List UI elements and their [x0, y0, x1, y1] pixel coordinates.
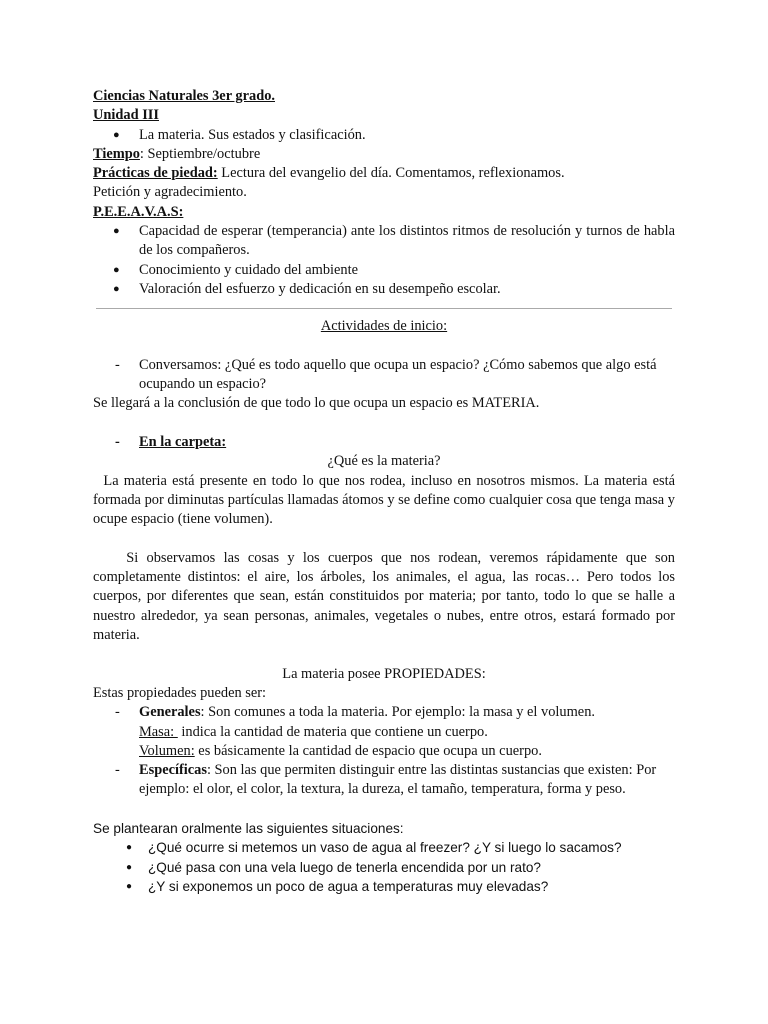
especificas-label: Específicas — [139, 762, 207, 779]
list-item: ● Valoración del esfuerzo y dedicación en su desempeño escolar. — [93, 280, 675, 299]
carpeta-label: - En la carpeta: — [93, 433, 675, 452]
unit-list — [93, 126, 675, 145]
conclusion-text: Se llegará a la conclusión de que todo lo que ocupa un espacio es MATERIA. — [93, 395, 540, 412]
masa-label: Masa: — [139, 723, 178, 740]
piety-value: Lectura del evangelio del día. Comentamos, reflexionamos. — [217, 165, 565, 182]
time-line — [93, 145, 675, 164]
time-value: : Septiembre/octubre — [139, 145, 261, 162]
piety-line — [93, 164, 675, 183]
generales-label: Generales — [139, 704, 201, 721]
piety-label: Prácticas de piedad: — [93, 165, 218, 182]
paragraph: La materia está presente en todo lo que nos rodea, incluso en nosotros mismos. La materia está formada por diminutas partículas llamadas átomos y se define como cualquier cosa que tenga masa y ocupe espacio (tiene volumen). — [93, 472, 679, 528]
list-item: ● ¿Y si exponemos un poco de agua a temperaturas muy elevadas? — [93, 877, 675, 896]
inicio-list — [93, 356, 675, 395]
materia-question: ¿Qué es la materia? — [327, 453, 441, 470]
volumen-line — [93, 742, 675, 761]
list-item: ● Capacidad de esperar (temperancia) ante los distintos ritmos de resolución y turnos de habla de los compañeros. — [93, 222, 675, 261]
masa-text: indica la cantidad de materia que contiene un cuerpo. — [177, 723, 488, 740]
inicio-heading: Actividades de inicio: — [320, 318, 448, 335]
situaciones-intro: Se plantearan oralmente las siguientes situaciones: — [93, 820, 404, 836]
volumen-label: Volumen: — [139, 742, 195, 759]
list-item — [93, 703, 675, 722]
list-item: ● Conocimiento y cuidado del ambiente — [93, 261, 675, 280]
unit-heading: Unidad III — [93, 107, 159, 124]
paragraph: Si observamos las cosas y los cuerpos que nos rodean, veremos rápidamente que son completamente distintos: el aire, los árboles, los animales, el agua, las rocas… Pero todos los cuerpos, por diferentes que sean, están constituidos por materia; por tanto, todo lo que se halle a nuestro alrededor, ya sean personas, animales, vegetales o nubes, entre otros, estará formado por materia. — [93, 549, 679, 644]
propiedades-intro: Estas propiedades pueden ser: — [93, 684, 267, 701]
carpeta-list — [93, 433, 675, 452]
generales-text: : Son comunes a toda la materia. Por ejemplo: la masa y el volumen. — [200, 704, 595, 721]
time-label: Tiempo — [93, 145, 140, 162]
list-item: ● ¿Qué pasa con una vela luego de tenerla encendida por un rato? — [93, 858, 675, 877]
volumen-text: es básicamente la cantidad de espacio que ocupa un cuerpo. — [194, 742, 542, 759]
especificas-text: : Son las que permiten distinguir entre las distintas sustancias que existen: Por ejemplo: el olor, el color, la textura, la dureza, el tamaño, temperatura, forma y peso. — [139, 762, 657, 798]
list-item — [93, 761, 675, 800]
propiedades-heading: La materia posee PROPIEDADES: — [282, 665, 486, 682]
peeavas-list — [93, 222, 675, 299]
masa-line — [93, 723, 675, 742]
propiedades-list — [93, 703, 675, 722]
situaciones-block — [93, 819, 675, 896]
list-item: ● La materia. Sus estados y clasificación. — [93, 126, 675, 145]
document-body — [93, 87, 679, 896]
list-item: ● ¿Qué ocurre si metemos un vaso de agua al freezer? ¿Y si luego lo sacamos? — [93, 838, 675, 857]
horizontal-divider — [96, 308, 672, 309]
situaciones-list — [93, 838, 675, 896]
piety-line-2: Petición y agradecimiento. — [93, 184, 247, 201]
list-item: - Conversamos: ¿Qué es todo aquello que ocupa un espacio? ¿Cómo sabemos que algo está ocupando un espacio? — [93, 356, 675, 395]
peeavas-heading: P.E.E.A.V.A.S: — [93, 203, 184, 220]
especificas-list — [93, 761, 675, 800]
document-title: Ciencias Naturales 3er grado. — [93, 88, 275, 104]
